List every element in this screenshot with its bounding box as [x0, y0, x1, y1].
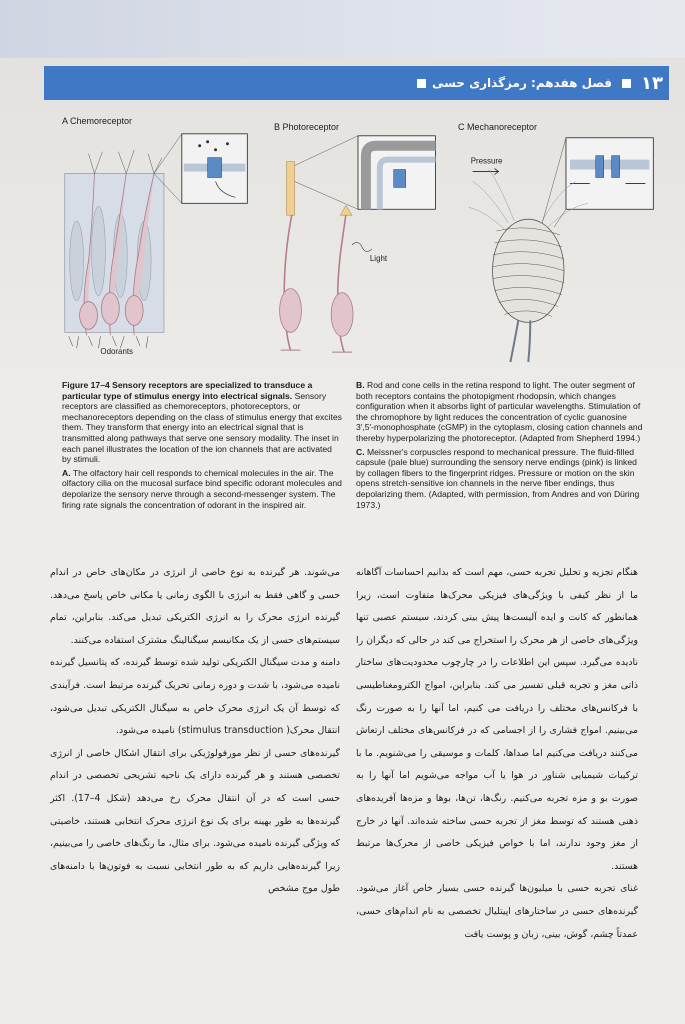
- header-square-icon: [622, 79, 631, 88]
- chapter-header: [44, 66, 669, 100]
- panel-a-label: A Chemoreceptor: [62, 116, 133, 126]
- odorants-label: Odorants: [100, 347, 134, 357]
- page-number: ۱۳: [641, 72, 663, 94]
- persian-right-column: [356, 562, 638, 946]
- left-paragraph-2: دامنه و مدت سیگنال الکتریکی تولید شده توسط گیرنده، که پتانسیل گیرنده نامیده می‌شود، با شدت و دوره زمانی تحریک گیرنده مرتبط است. فرآیندی که توسط آن یک انرژی محرک خاص به سیگنال الکتریکی تبدیل می‌شود، انتقال محرک( stimulus transduction) نامیده می‌شود.: [50, 657, 340, 737]
- light-label: Light: [369, 253, 388, 263]
- panel-c-label: C Mechanoreceptor: [458, 122, 538, 132]
- figure-caption-left: [62, 380, 342, 513]
- right-paragraph-1: هنگام تجزیه و تحلیل تجربه حسی، مهم است که بدانیم احساسات آگاهانه ما از نظر کیفی با ویژگی‌های فیزیکی محرک‌ها متفاوت است، زیرا همانطور که کانت و ایده آلیست‌ها پیش بینی کردند، سیستم عصبی تنها ویژگی‌های خاصی از هر محرک را استخراج می کند در حالی که دیگران را نادیده می‌گیرد. سپس این اطلاعات را در چارچوب محدودیت‌های ساختار ذاتی مغز و تجربه قبلی تفسیر می کند. بنابراین، امواج الکترومغناطیسی با فرکانس‌های مختلف را دریافت می کنیم، اما آنها را به صورت رنگ می‌بینیم. امواج فشاری را از اجسامی که در فرکانس‌های مختلف ارتعاش می‌کنند دریافت می‌کنیم اما صداها، کلمات و موسیقی را می‌شنویم. ما با ترکیبات شیمیایی شناور در هوا یا آب مواجه می‌شویم اما آنها را به صورت بو و مزه تجربه می‌کنیم. رنگ‌ها، تن‌ها، بوها و مزه‌ها آفریده‌های ذهنی هستند که توسط مغز از تجربه حسی ساخته شده‌اند. آنها در خارج از مغز وجود ندارند، اما با خواص فیزیکی خاصی از محرک‌ها مرتبط هستند.: [356, 567, 638, 872]
- caption-a-head: A.: [62, 467, 71, 478]
- chemoreceptor-illustration: [58, 112, 258, 372]
- left-paragraph-3: گیرنده‌های حسی از نظر مورفولوژیکی برای انتقال اشکال خاصی از انرژی تخصصی هستند و هر گیرنده دارای یک ناحیه تشریحی تخصصی در اندام حسی است که در آن انتقال محرک رخ می‌دهد (شکل 4–17). اکثر گیرنده‌ها به طور بهینه برای یک نوع انرژی محرک انتخابی هستند، خاصیتی که ویژگی گیرنده نامیده می‌شود. برای مثال، ما رنگ‌های خاصی را می‌بینیم، زیرا گیرنده‌هایی داریم که به طور انتخابی نسبت به فوتون‌ها با دامنه‌های طول موج مشخص: [50, 747, 340, 895]
- top-band: [0, 0, 685, 58]
- caption-b-text: Rod and cone cells in the retina respond to light. The outer segment of both receptors contains the photopigment rhodopsin, which changes configuration when it absorbs light of particular wavelengths. Stimulation of the chromophore by light reduces the concentration of cyclic guanosine 3′,5′-monophosphate (cGMP) in the cytoplasm, closing cation channels and thereby hyperpolarizing the photoreceptor. (Adapted from Shepherd 1994.): [356, 380, 643, 443]
- right-paragraph-2: غنای تجربه حسی با میلیون‌ها گیرنده حسی بسیار خاص آغاز می‌شود. گیرنده‌های حسی در ساختارهای اپیتلیال تخصصی به نام اندام‌های حسی، عمدتاً چشم، گوش، بینی، زبان و پوست یافت: [356, 883, 638, 940]
- header-square-icon: [417, 79, 426, 88]
- caption-title: Figure 17–4 Sensory receptors are specialized to transduce a particular type of stimulus energy into electrical signals.: [62, 380, 313, 401]
- figure-caption-right: [356, 380, 646, 513]
- caption-a-text: The olfactory hair cell responds to chemical molecules in the air. The olfactory cilia on the mucosal surface bind specific odorant molecules and depolarize the sensory nerve through a second-messenger system. The firing rate signals the concentration of odorant in the inspired air.: [62, 467, 342, 510]
- mechanoreceptor-illustration: [458, 112, 668, 372]
- pressure-label: Pressure: [470, 156, 503, 166]
- caption-c-text: Meissner's corpuscles respond to mechanical pressure. The fluid-filled capsule (pale blue) surrounding the sensory nerve endings (pink) is linked by collagen fibers to the fingerprint ridges. Pressure or motion on the skin opens stretch-sensitive ion channels in the nerve fiber endings, thus depolarizing them. (Adapted, with permission, from Andres and von Düring 1973.): [356, 446, 640, 510]
- chapter-title: فصل هفدهم: رمزگذاری حسی: [431, 76, 613, 90]
- persian-left-column: [50, 562, 340, 901]
- panel-b-label: B Photoreceptor: [274, 122, 340, 132]
- photoreceptor-illustration: [262, 112, 452, 372]
- caption-body: Sensory receptors are classified as chemoreceptors, photoreceptors, or mechanoreceptors depending on the class of stimulus energy that excites them. They transform that energy into an electrical signal that is transmitted along pathways that serve one sensory modality. The inset in each panel illustrates the location of the ion channels that are activated by stimuli.: [62, 390, 342, 465]
- left-paragraph-1: می‌شوند. هر گیرنده به نوع خاصی از انرژی در مکان‌های خاص در اندام حسی و گاهی فقط به انرژی با الگوی زمانی یا مکانی خاص پاسخ می‌دهد. گیرنده انرژی محرک را به انرژی الکتریکی تبدیل می‌کند. بنابراین، تمام سیستم‌های حسی از یک مکانیسم سیگنالینگ مشترک استفاده می‌کنند.: [50, 567, 340, 646]
- caption-b-head: B.: [356, 380, 365, 390]
- caption-c-head: C.: [356, 446, 365, 457]
